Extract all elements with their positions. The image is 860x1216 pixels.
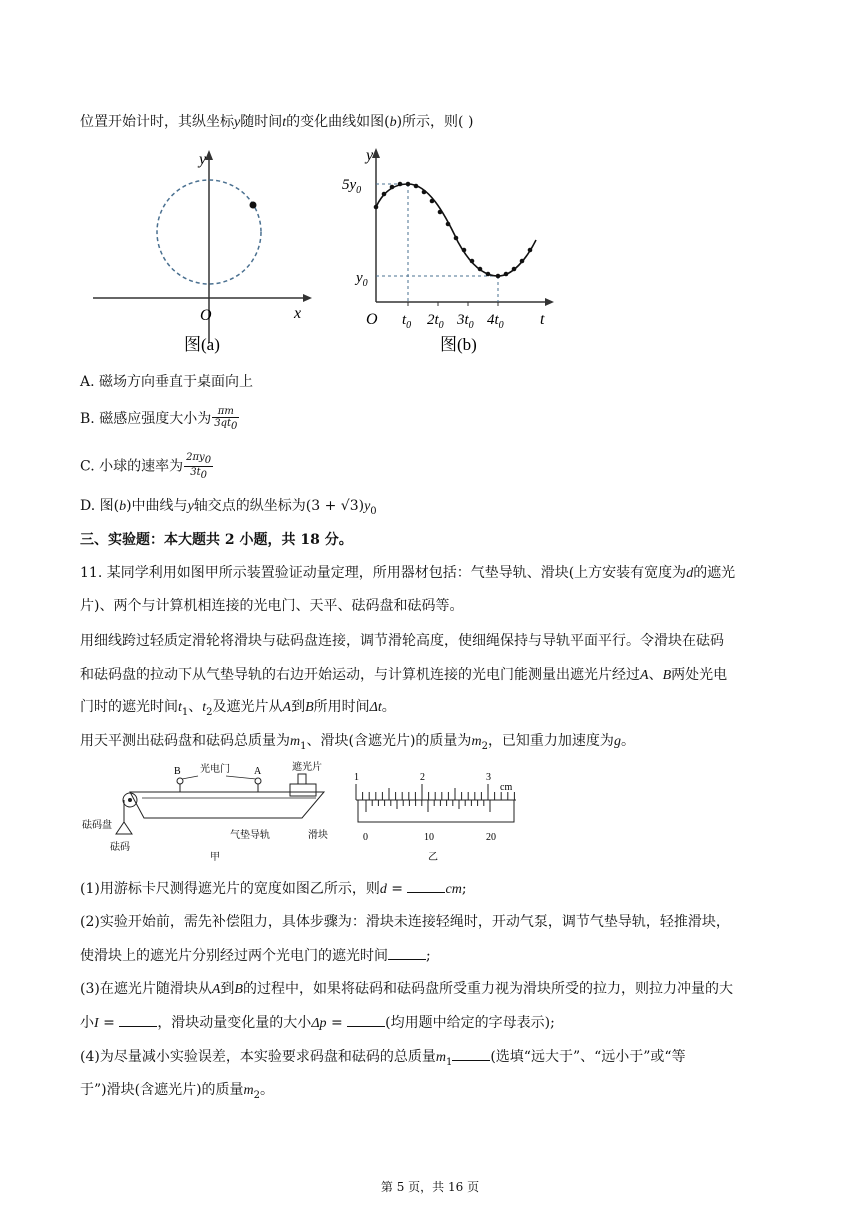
sub-q2-line-1: (2)实验开始前，需先补偿阻力，具体步骤为：滑块未连接轻绳时，开动气泵，调节气垫导轨，轻推滑块， — [80, 914, 730, 930]
weight-pan — [116, 822, 132, 834]
blank[interactable] — [347, 1012, 385, 1027]
intro-text: )所示，则( ) — [396, 114, 474, 130]
figure-b — [340, 142, 560, 360]
q11-line-1: 11. 某同学利用如图甲所示装置验证动量定理，所用器材包括：气垫导轨、滑块(上方安装有宽度为d的遮光 — [80, 565, 736, 581]
label-a: A — [254, 766, 262, 777]
section-title: 三、实验题：本大题共 2 小题，共 18 分。 — [80, 532, 353, 548]
ball-point — [250, 202, 257, 209]
label-weights: 砝码 — [110, 842, 130, 853]
sub-q1: (1)用游标卡尺测得遮光片的宽度如图乙所示，则d = cm; — [80, 878, 467, 900]
option-a: A. 磁场方向垂直于桌面向上 — [80, 374, 254, 390]
y-axis-arrow — [205, 150, 213, 160]
main-label-3: 3 — [486, 772, 491, 783]
tick-label-2t0: $2t_0$ — [427, 312, 444, 331]
sub-q4-line-1: (4)为尽量减小实验误差，本实验要求码盘和砝码的总质量$m_1$ (选填“远大于”、“远小于”或“等 — [80, 1046, 686, 1073]
sub-q4-line-2: 于”)滑块(含遮光片)的质量$m_2$。 — [80, 1082, 275, 1101]
page-footer: 第 5 页，共 16 页 — [380, 1180, 480, 1194]
apparatus-figure — [80, 760, 350, 868]
label-pan: 砝码盘 — [82, 820, 112, 831]
caption-yi: 乙 — [428, 852, 438, 863]
shading-plate — [298, 774, 306, 784]
caption-b: 图(b) — [440, 335, 477, 354]
vernier-label-20: 20 — [486, 832, 496, 843]
intro-text: 随时间 — [240, 114, 283, 130]
q11-line-3: 用细线跨过轻质定滑轮将滑块与砝码盘连接，调节滑轮高度，使细绳保持与导轨平面平行。令滑块在砝码 — [80, 633, 724, 649]
caption-jia: 甲 — [210, 852, 220, 863]
intro-text: 位置开始计时，其纵坐标 — [80, 114, 234, 130]
vernier-body — [358, 800, 514, 822]
label-origin: O — [366, 311, 378, 328]
vernier-figure — [350, 760, 530, 868]
var-y: y — [234, 115, 241, 130]
curve — [376, 184, 536, 276]
blank[interactable] — [119, 1012, 157, 1027]
pulley-axle — [128, 798, 132, 802]
main-label-2: 2 — [420, 772, 425, 783]
sub-q3-line-2: 小I = ，滑块动量变化量的大小Δp = (均用题中给定的字母表示); — [80, 1012, 555, 1034]
tick-label-4t0: $4t_0$ — [487, 312, 504, 331]
blank[interactable] — [407, 878, 445, 893]
label-track: 气垫导轨 — [230, 830, 270, 841]
vernier-label-10: 10 — [424, 832, 434, 843]
caption-a: 图(a) — [184, 335, 220, 354]
main-scale-ticks — [356, 784, 514, 800]
leader — [226, 776, 256, 779]
label-slider: 滑块 — [308, 830, 328, 841]
q11-line-5: 门时的遮光时间$t_1$、$t_2$及遮光片从A到B所用时间Δt。 — [80, 699, 396, 718]
label-y: y — [366, 147, 374, 164]
x-axis-arrow — [303, 294, 312, 302]
q11-line-2: 片)、两个与计算机相连接的光电门、天平、砝码盘和砝码等。 — [80, 598, 464, 614]
label-origin: O — [200, 307, 212, 324]
label-shading: 遮光片 — [292, 762, 322, 773]
option-d: D. 图(b)中曲线与y轴交点的纵坐标为$(3 + √3)y_0$ — [80, 498, 377, 517]
tick-label-3t0: $3t_0$ — [457, 312, 474, 331]
label-5y0: $5y_0$ — [342, 177, 362, 196]
vernier-ticks — [366, 800, 490, 812]
figure-a — [88, 148, 318, 358]
q11-line-4: 和砝码盘的拉动下从气垫导轨的右边开始运动，与计算机连接的光电门能测量出遮光片经过A、B两处光电 — [80, 667, 728, 683]
label-t: t — [540, 311, 545, 328]
intro-text: 的变化曲线如图( — [286, 114, 390, 130]
main-label-1: 1 — [354, 772, 359, 783]
leader — [182, 776, 198, 779]
blank[interactable] — [388, 945, 426, 960]
q11-line-6: 用天平测出砝码盘和砝码总质量为$m_1$、滑块(含遮光片)的质量为$m_2$，已知重力加速度为g。 — [80, 733, 635, 752]
vernier-label-0: 0 — [363, 832, 368, 843]
tick-label-t0: $t_0$ — [402, 312, 412, 331]
label-b: B — [174, 766, 181, 777]
sub-q3-line-1: (3)在遮光片随滑块从A到B的过程中，如果将砝码和砝码盘所受重力视为滑块所受的拉力，则拉力冲量的大 — [80, 981, 733, 997]
main-label-unit: cm — [500, 782, 513, 793]
t-axis-arrow — [545, 298, 554, 306]
slider-block — [290, 784, 316, 796]
y-axis-arrow — [372, 148, 380, 158]
blank[interactable] — [452, 1046, 490, 1061]
option-c: C. 小球的速率为 $\frac{2\pi y_0}{3t_0}$ — [80, 452, 212, 481]
label-y: y — [199, 151, 207, 168]
intro-line — [80, 112, 473, 133]
sub-q2-line-2: 使滑块上的遮光片分别经过两个光电门的遮光时间 ; — [80, 945, 431, 966]
option-b: B. 磁感应强度大小为 $\frac{\pi m}{3qt_0}$ — [80, 406, 238, 432]
label-y0: $y_0$ — [356, 270, 368, 289]
var-b: b — [389, 115, 397, 130]
label-x: x — [294, 305, 302, 322]
var-t: t — [282, 115, 287, 130]
label-photogate: 光电门 — [200, 764, 230, 775]
